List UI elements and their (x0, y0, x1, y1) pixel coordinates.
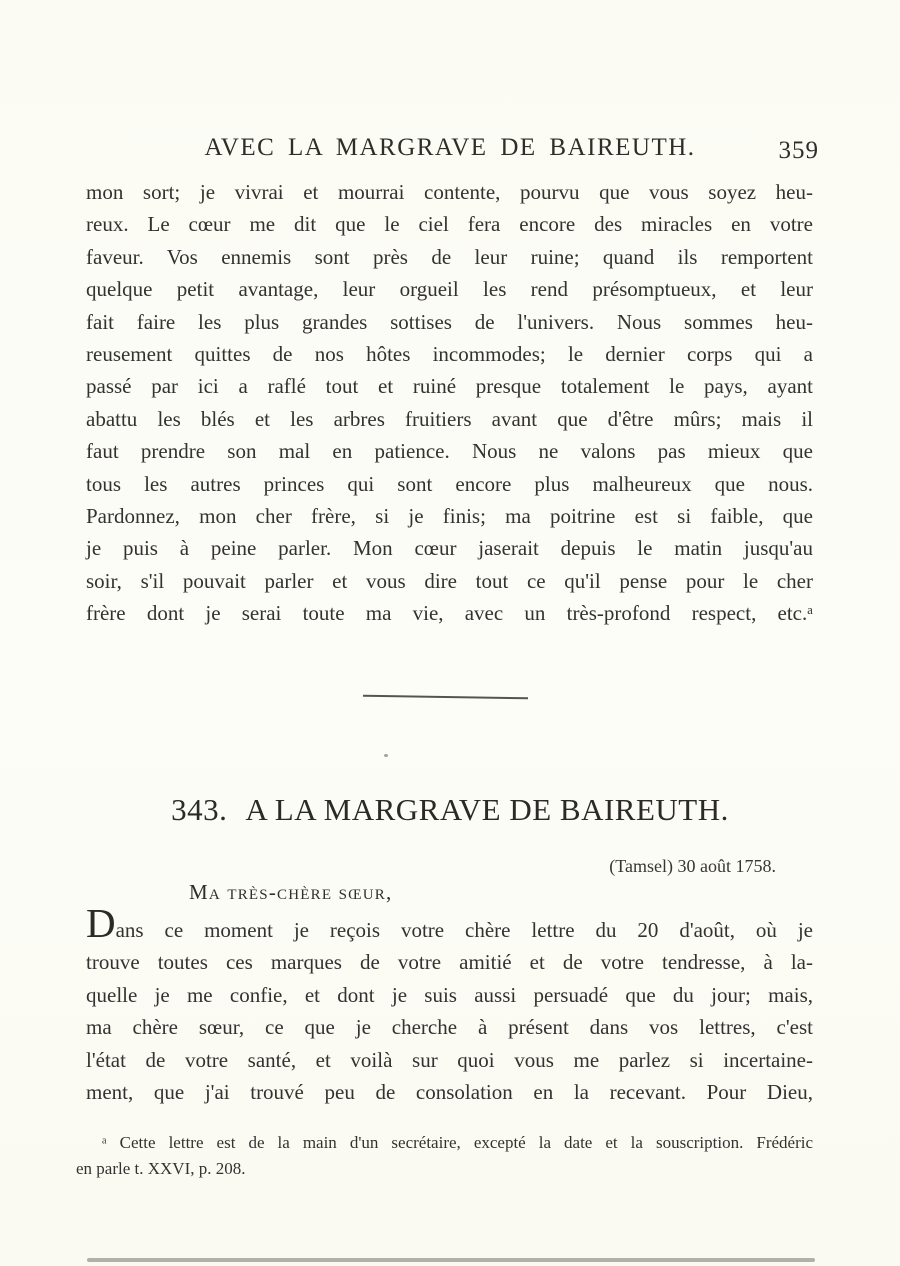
dateline: (Tamsel) 30 août 1758. (609, 856, 776, 876)
text-line: trouve toutes ces marques de votre amitié et de votre tendresse, à la- (86, 950, 813, 975)
text-line: reux. Le cœur me dit que le ciel fera encore des miracles en votre (86, 212, 813, 237)
text-line: ma chère sœur, ce que je cherche à présent dans vos lettres, c'est (86, 1015, 813, 1040)
salutation: Ma très-chère sœur, (189, 880, 393, 904)
text-line: abattu les blés et les arbres fruitiers avant que d'être mûrs; mais il (86, 406, 813, 431)
section-divider-rule (363, 695, 528, 700)
text-line: soir, s'il pouvait parler et vous dire tout ce qu'il pense pour le cher (86, 568, 813, 593)
footnote (76, 1130, 813, 1182)
scan-speck (384, 754, 388, 757)
text-line: reusement quittes de nos hôtes incommodes; le dernier corps qui a (86, 341, 813, 366)
text-line: faut prendre son mal en patience. Nous ne valons pas mieux que (86, 439, 813, 464)
scan-edge-artifact (87, 1258, 815, 1262)
text-line: Pardonnez, mon cher frère, si je finis; ma poitrine est si faible, que (86, 503, 813, 528)
text-line: ment, que j'ai trouvé peu de consolation en la recevant. Pour Dieu, (86, 1079, 813, 1104)
text-line: quelque petit avantage, leur orgueil les rend présomptueux, et leur (86, 277, 813, 302)
text-line: ᵃ Cette lettre est de la main d'un secrétaire, excepté la date et la souscription. Frédéric (102, 1133, 813, 1152)
page-number: 359 (778, 137, 819, 164)
letter-number: 343. (171, 792, 228, 827)
text-line: mon sort; je vivrai et mourrai contente, pourvu que vous soyez heu- (86, 180, 813, 204)
text-line: quelle je me confie, et dont je suis aussi persuadé que du jour; mais, (86, 982, 813, 1007)
text-line: fait faire les plus grandes sottises de l'univers. Nous sommes heu- (86, 309, 813, 334)
letter-recipient-title: A LA MARGRAVE DE BAIREUTH. (245, 792, 729, 827)
running-header (85, 134, 819, 164)
text-line: passé par ici a raflé tout et ruiné presque totalement le pays, ayant (86, 374, 813, 399)
text-line: frère dont je serai toute ma vie, avec un très-profond respect, etc.ᵃ (86, 601, 813, 626)
text-line: en parle t. XXVI, p. 208. (76, 1159, 246, 1178)
letter-heading (0, 792, 900, 828)
text-line: l'état de votre santé, et voilà sur quoi vous me parlez si incertaine- (86, 1047, 813, 1072)
text-line: faveur. Vos ennemis sont près de leur ruine; quand ils remportent (86, 244, 813, 269)
running-header-title: AVEC LA MARGRAVE DE BAIREUTH. (204, 134, 696, 161)
text-line: tous les autres princes qui sont encore plus malheureux que nous. (86, 471, 813, 496)
text-line: Dans ce moment je reçois votre chère lettre du 20 d'août, où je (86, 900, 813, 946)
letter-opening-paragraph (86, 900, 813, 1108)
text-line: je puis à peine parler. Mon cœur jaserait depuis le matin jusqu'au (86, 536, 813, 561)
letter-paragraph-continuation (86, 176, 813, 629)
